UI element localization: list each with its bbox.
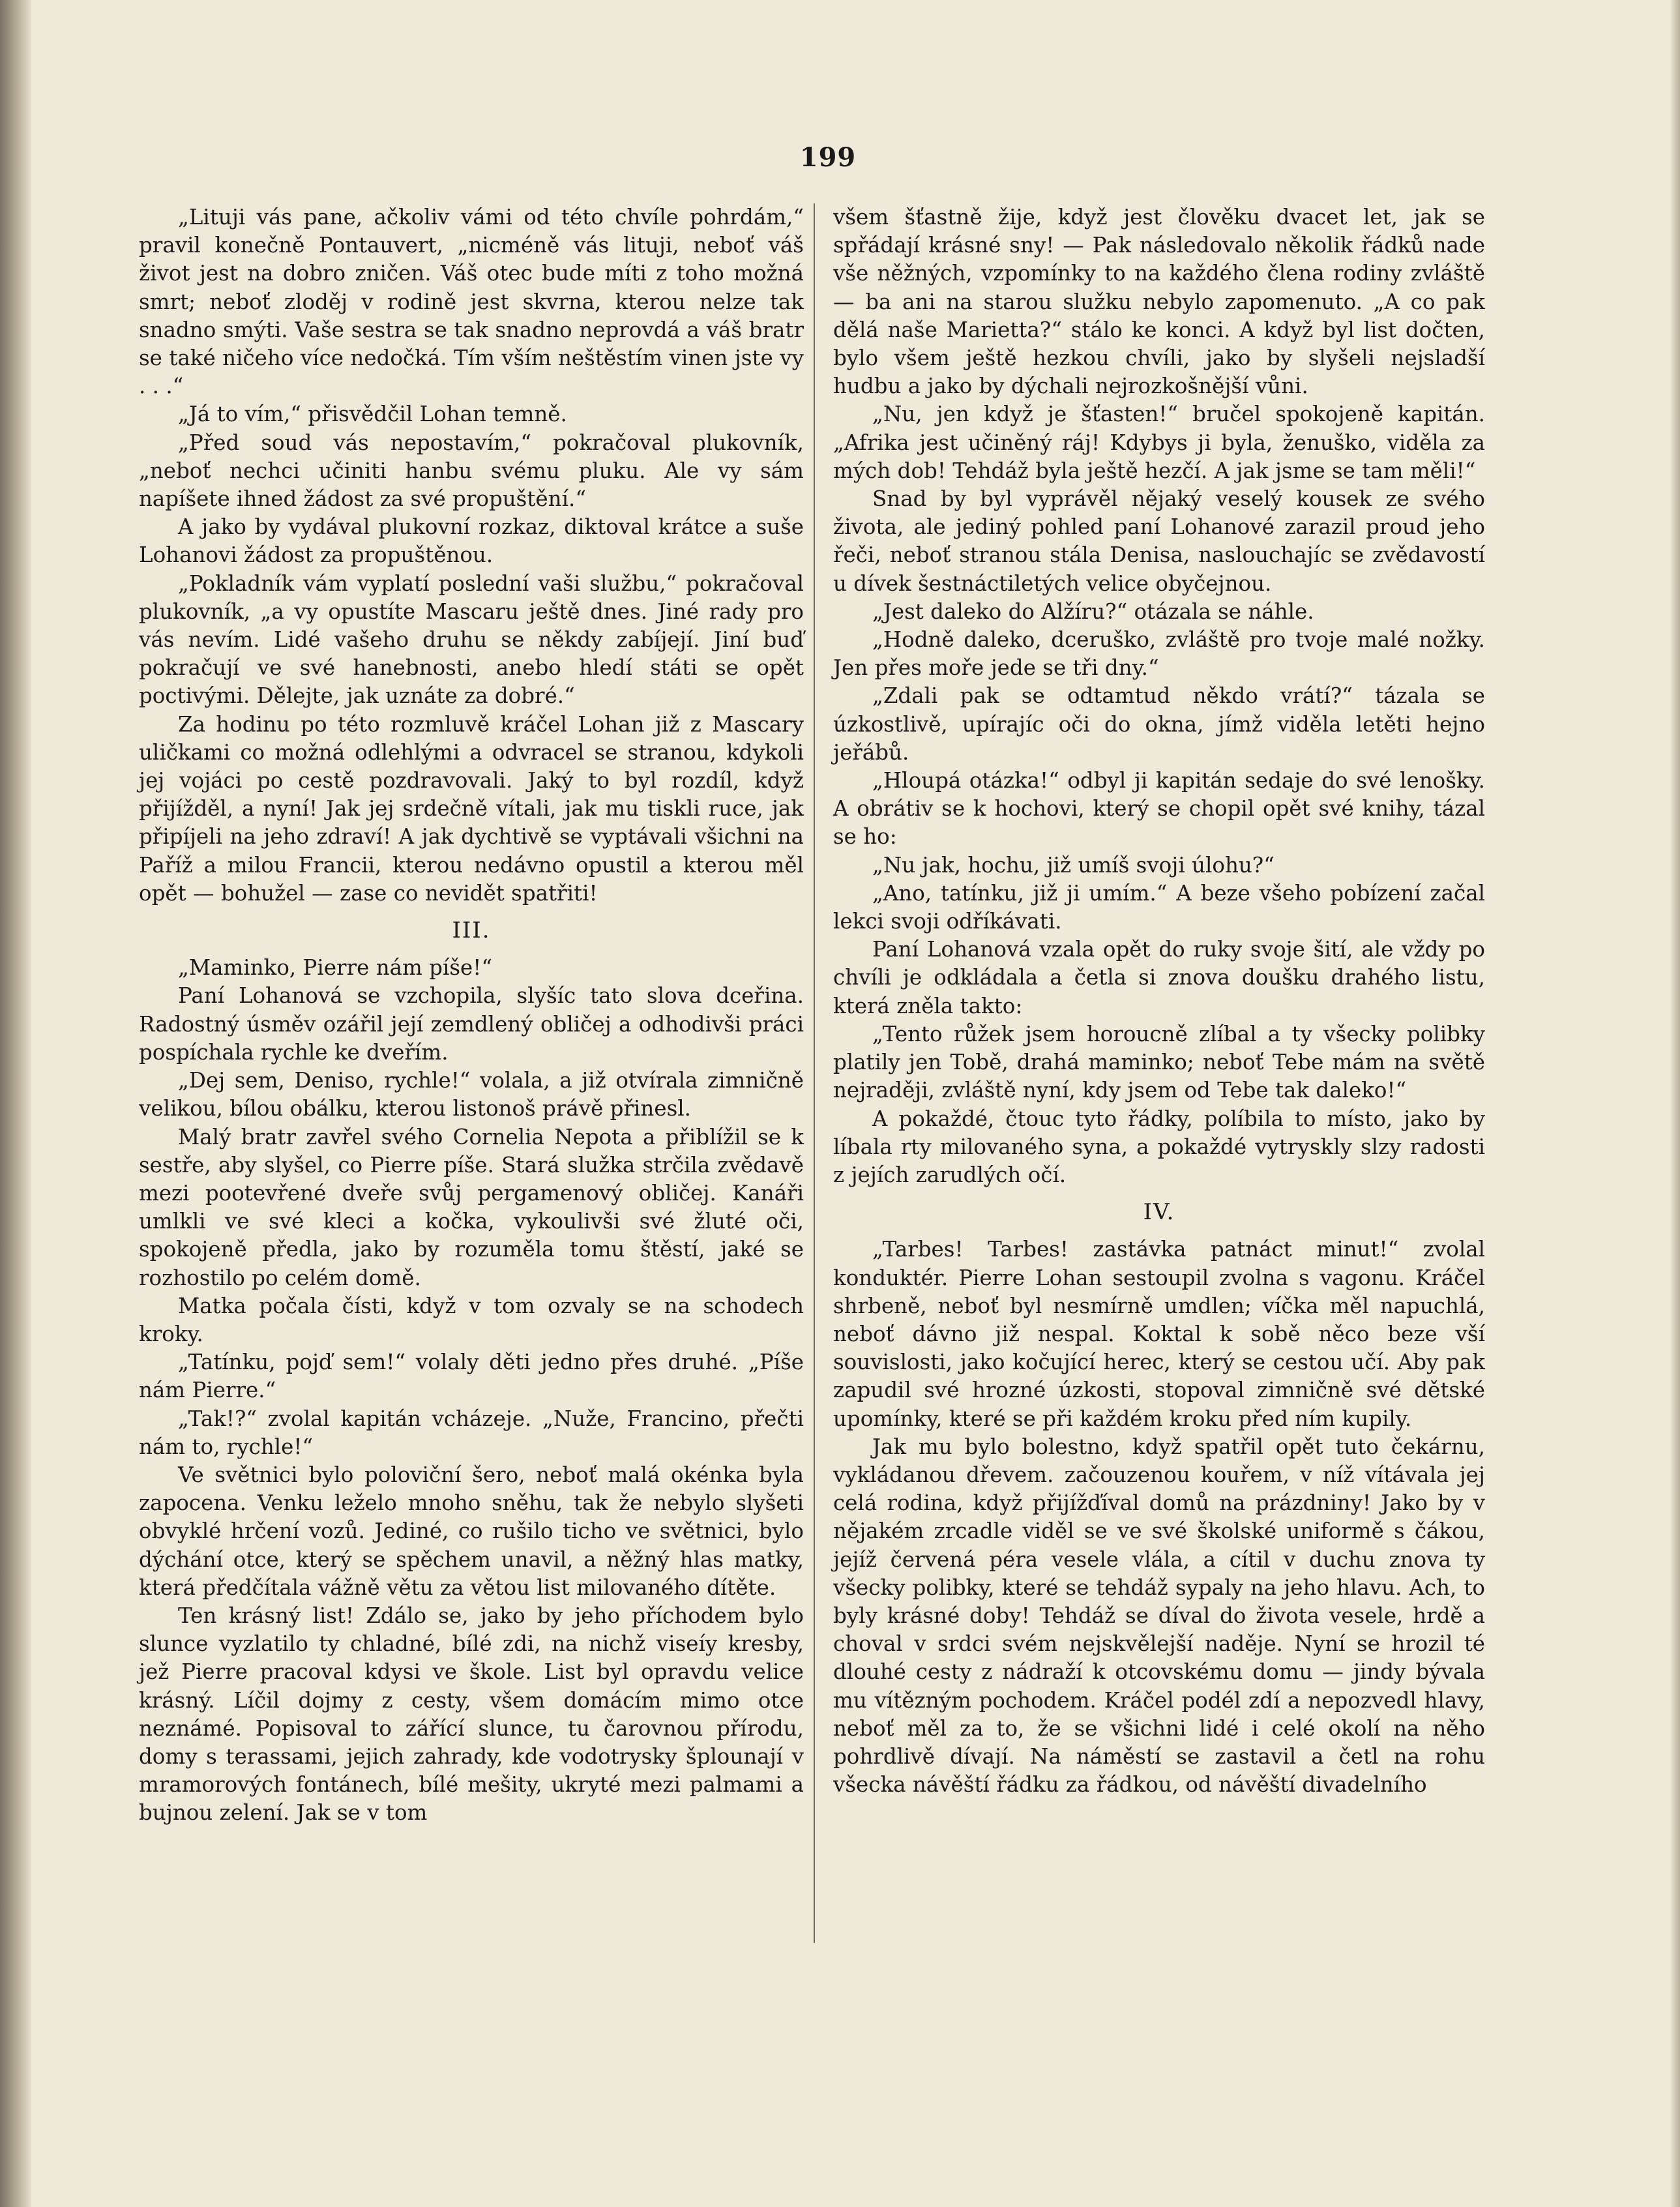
paragraph: „Hodně daleko, dceruško, zvláště pro tvoje malé nožky. Jen přes moře jede se tři dny.“ xyxy=(833,627,1485,681)
paragraph: „Lituji vás pane, ačkoliv vámi od této chvíle pohrdám,“ pravil konečně Pontauvert, „nicméně vás lituji, neboť váš život jest na dobro zničen. Váš otec bude míti z toho možná smrt; neboť zloděj v rodině jest skvrna, kterou nelze tak snadno smýti. Vaše sestra se tak snadno neprovdá a váš bratr se také ničeho více nedočká. Tím vším neštěstím vinen jste vy . . .“ xyxy=(139,205,804,399)
paragraph: Ten krásný list! Zdálo se, jako by jeho příchodem bylo slunce vyzlatilo ty chladné, bílé zdi, na nichž viseíy kresby, jež Pierre pracoval kdysi ve škole. List byl opravdu velice krásný. Líčil dojmy z cesty, všem domácím mimo otce neznámé. Popisoval to zářící slunce, tu čarovnou přírodu, domy s terassami, jejich zahrady, kde vodotrysky šplounají v mramorových fontánech, bílé mešity, ukryté mezi palmami a bujnou zelení. Jak se v tom xyxy=(139,1603,804,1826)
paragraph: Paní Lohanová se vzchopila, slyšíc tato slova dceřina. Radostný úsměv ozářil její zemdlený obličej a odhodivši práci pospíchala rychle ke dveřím. xyxy=(139,983,804,1065)
page-edge xyxy=(1671,0,1680,2207)
paragraph: A jako by vydával plukovní rozkaz, diktoval krátce a suše Lohanovi žádost za propuštěnou. xyxy=(139,514,804,568)
left-text-column xyxy=(139,203,804,1828)
column-divider xyxy=(814,203,815,1943)
paragraph: Malý bratr zavřel svého Cornelia Nepota a přiblížil se k sestře, aby slyšel, co Pierre píše. Stará služka strčila zvědavě mezi pootevřené dveře svůj pergamenový obličej. Kanáři umlkli ve své kleci a kočka, vykoulivši své žluté oči, spokojeně předla, jako by rozuměla tomu štěstí, jaké se rozhostilo po celém domě. xyxy=(139,1124,804,1290)
page-number: 199 xyxy=(799,142,857,173)
book-binding-shadow xyxy=(0,0,31,2207)
paragraph: „Ano, tatínku, již ji umím.“ A beze všeho pobízení začal lekci svoji odříkávati. xyxy=(833,880,1485,934)
paragraph: „Nu jak, hochu, již umíš svoji úlohu?“ xyxy=(872,852,1275,878)
paragraph: Paní Lohanová vzala opět do ruky svoje šití, ale vždy po chvíli je odkládala a četla si znova doušku drahého listu, která zněla takto: xyxy=(833,937,1485,1018)
paragraph: „Tatínku, pojď sem!“ volaly děti jedno přes druhé. „Píše nám Pierre.“ xyxy=(139,1350,804,1403)
paragraph: „Hloupá otázka!“ odbyl ji kapitán sedaje do své lenošky. A obrátiv se k hochovi, který se chopil opět své knihy, tázal se ho: xyxy=(833,768,1485,850)
paragraph: „Pokladník vám vyplatí poslední vaši službu,“ pokračoval plukovník, „a vy opustíte Mascaru ještě dnes. Jiné rady pro vás nevím. Lidé vašeho druhu se někdy zabíjejí. Jiní buď pokračují ve své hanebnosti, anebo hledí státi se opět poctivými. Dělejte, jak uznáte za dobré.“ xyxy=(139,570,804,709)
section-heading: III. xyxy=(452,917,491,944)
paragraph: Jak mu bylo bolestno, když spatřil opět tuto čekárnu, vykládanou dřevem. začouzenou kouřem, v níž vítávala jej celá rodina, když přijížďíval domů na prázdniny! Jako by v nějakém zrcadle viděl se ve své školské uniformě s čákou, jejíž červená péra vesele vlála, a cítil v duchu znova ty všecky polibky, které se tehdáž sypaly na jeho hlavu. Ach, to byly krásné doby! Tehdáž se díval do života vesele, hrdě a choval v srdci svém nejskvělejší naděje. Nyní se hrozil té dlouhé cesty z nádraží k otcovskému domu — jindy bývala mu vítězným pochodem. Kráčel podél zdí a nepozvedl hlavy, neboť měl za to, že se všichni lidé i celé okolí na něho pohrdlivě dívají. Na náměstí se zastavil a četl na rohu všecka návěští řádku za řádkou, od návěští divadelního xyxy=(833,1434,1485,1798)
paragraph: Ve světnici bylo poloviční šero, neboť malá okénka byla zapocena. Venku leželo mnoho sněhu, tak že nebylo slyšeti obvyklé hrčení vozů. Jediné, co rušilo ticho ve světnici, bylo dýchání otce, který se spěchem unavil, a něžný hlas matky, která předčítala vážně větu za větou list milovaného dítěte. xyxy=(139,1462,804,1600)
paragraph: Snad by byl vyprávěl nějaký veselý kousek ze svého života, ale jediný pohled paní Lohanové zarazil proud jeho řeči, neboť stranou stála Denisa, naslouchajíc se zvědavostí u dívek šestnáctiletých velice obyčejnou. xyxy=(833,486,1485,596)
paragraph: „Zdali pak se odtamtud někdo vrátí?“ tázala se úzkostlivě, upírajíc oči do okna, jímž viděla letěti hejno jeřábů. xyxy=(833,683,1485,765)
paragraph: Za hodinu po této rozmluvě kráčel Lohan již z Mascary uličkami co možná odlehlými a odvracel se stranou, kdykoli jej vojáci po cestě pozdravovali. Jaký to byl rozdíl, když přijížděl, a nyní! Jak jej srdečně vítali, jak mu tiskli ruce, jak připíjeli na jeho zdraví! A jak dychtivě se vyptávali všichni na Paříž a milou Francii, kterou nedávno opustil a kterou měl opět — bohužel — zase co nevidět spatřiti! xyxy=(139,711,804,906)
paragraph: „Před soud vás nepostavím,“ pokračoval plukovník, „neboť nechci učiniti hanbu svému pluku. Ale vy sám napíšete ihned žádost za své propuštění.“ xyxy=(139,430,804,512)
paragraph: „Jest daleko do Alžíru?“ otázala se náhle. xyxy=(872,599,1314,624)
paragraph: A pokaždé, čtouc tyto řádky, políbila to místo, jako by líbala rty milovaného syna, a pokaždé vytryskly slzy radosti z jejích zarudlých očí. xyxy=(833,1106,1485,1187)
paragraph: „Tarbes! Tarbes! zastávka patnáct minut!“ zvolal konduktér. Pierre Lohan sestoupil zvolna s vagonu. Kráčel shrbeně, neboť byl nesmírně umdlen; víčka měl napuchlá, neboť dávno již nespal. Koktal k sobě něco beze vší souvislosti, jako kočující herec, který se cestou učí. Aby pak zapudil své hrozné úzkosti, stopoval zimničně své dětské upomínky, které se při každém kroku před ním kupily. xyxy=(833,1237,1485,1431)
paragraph: „Nu, jen když je šťasten!“ bručel spokojeně kapitán. „Afrika jest učiněný ráj! Kdybys ji byla, ženuško, viděla za mých dob! Tehdáž byla ještě hezčí. A jak jsme se tam měli!“ xyxy=(833,402,1485,483)
section-heading: IV. xyxy=(1143,1199,1175,1226)
paragraph: „Tento růžek jsem horoucně zlíbal a ty všecky polibky platily jen Tobě, drahá maminko; neboť Tebe mám na světě nejraději, zvláště nyní, kdy jsem od Tebe tak daleko!“ xyxy=(833,1021,1485,1103)
paragraph: „Tak!?“ zvolal kapitán vcházeje. „Nuže, Francino, přečti nám to, rychle!“ xyxy=(139,1406,804,1459)
paragraph: „Maminko, Pierre nám píše!“ xyxy=(178,955,492,981)
paragraph: „Já to vím,“ přisvědčil Lohan temně. xyxy=(178,402,567,427)
paragraph: Matka počala čísti, když v tom ozvaly se na schodech kroky. xyxy=(139,1293,804,1346)
paragraph: všem šťastně žije, když jest člověku dvacet let, jak se spřádají krásné sny! — Pak následovalo několik řádků nade vše něžných, vzpomínky to na každého člena rodiny zvláště — ba ani na starou služku nebylo zapomenuto. „A co pak dělá naše Marietta?“ stálo ke konci. A když byl list dočten, bylo všem ještě hezkou chvíli, jako by slyšeli nejsladší hudbu a jako by dýchali nejrozkošnější vůni. xyxy=(833,205,1485,399)
right-text-column xyxy=(833,203,1485,1799)
paragraph: „Dej sem, Deniso, rychle!“ volala, a již otvírala zimničně velikou, bílou obálku, kterou listonoš právě přinesl. xyxy=(139,1068,804,1121)
